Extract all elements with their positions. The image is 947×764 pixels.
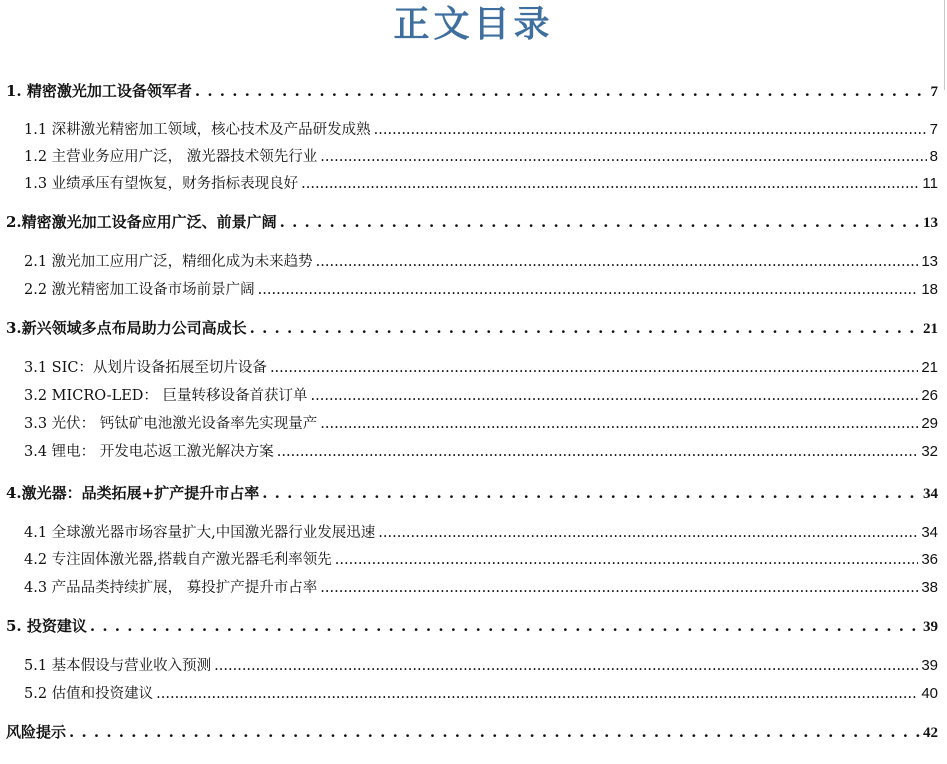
toc-entry-risk[interactable] <box>6 721 938 742</box>
toc-entry-page: 13 <box>921 253 938 270</box>
toc-entry-label: 1.1 深耕激光精密加工领域，核心技术及产品研发成熟 <box>24 122 371 138</box>
toc-entry-page: 42 <box>923 725 938 741</box>
dot-leader <box>250 319 920 337</box>
toc-entry-label: 4.激光器：品类拓展+扩产提升市占率 <box>6 484 260 502</box>
dot-leader <box>270 360 918 376</box>
toc-entry-page: 7 <box>930 84 938 100</box>
dot-leader <box>262 484 920 502</box>
toc-entry-1-1[interactable] <box>24 118 938 139</box>
toc-entry-page: 8 <box>929 148 938 165</box>
toc-entry-4-1[interactable] <box>24 521 938 542</box>
toc-entry-page: 34 <box>921 524 938 541</box>
dot-leader <box>374 122 927 138</box>
dot-leader <box>311 388 919 404</box>
toc-entry-page: 39 <box>923 619 938 635</box>
dot-leader <box>320 416 918 432</box>
toc-entry-2-1[interactable] <box>24 250 938 271</box>
toc-entry-label: 4.1 全球激光器市场容量扩大,中国激光器行业发展迅速 <box>24 525 376 541</box>
toc-entry-5-1[interactable] <box>24 654 938 675</box>
toc-entry-label: 5.1 基本假设与营业收入预测 <box>24 658 212 674</box>
toc-entry-3[interactable] <box>6 317 938 338</box>
toc-entry-label: 5. 投资建议 <box>6 617 87 635</box>
dot-leader <box>320 149 926 165</box>
toc-entry-page: 21 <box>923 321 938 337</box>
toc-entry-label: 3.1 SIC：从划片设备拓展至切片设备 <box>24 360 267 376</box>
toc-entry-5[interactable] <box>6 615 938 636</box>
dot-leader <box>335 552 919 568</box>
dot-leader <box>195 82 928 100</box>
toc-entry-label: 1.2 主营业务应用广泛， 激光器技术领先行业 <box>24 149 318 165</box>
toc-entry-3-4[interactable] <box>24 440 938 461</box>
toc-entry-page: 18 <box>921 281 938 298</box>
toc-entry-1-2[interactable] <box>24 145 938 166</box>
toc-entry-page: 21 <box>921 359 938 376</box>
toc-entry-label: 4.3 产品品类持续扩展， 募投扩产提升市占率 <box>24 580 318 596</box>
dot-leader <box>280 213 920 231</box>
toc-entry-3-2[interactable] <box>24 384 938 405</box>
toc-entry-label: 1. 精密激光加工设备领军者 <box>6 82 192 100</box>
dot-leader <box>156 686 918 702</box>
toc-entry-2-2[interactable] <box>24 278 938 299</box>
dot-leader <box>301 176 919 192</box>
toc-entry-page: 32 <box>921 443 938 460</box>
toc-entry-label: 3.新兴领域多点布局助力公司高成长 <box>6 319 247 337</box>
toc-entry-page: 11 <box>922 175 938 192</box>
toc-entry-3-3[interactable] <box>24 412 938 433</box>
dot-leader <box>320 580 918 596</box>
toc-entry-1-3[interactable] <box>24 172 938 193</box>
dot-leader <box>214 658 918 674</box>
toc-entry-page: 40 <box>921 685 938 702</box>
toc-entry-label: 3.2 MICRO-LED： 巨量转移设备首获订单 <box>24 388 308 404</box>
toc-entry-4-3[interactable] <box>24 576 938 597</box>
page-title: 正文目录 <box>393 3 554 45</box>
dot-leader <box>69 723 920 741</box>
toc-entry-page: 7 <box>929 121 938 138</box>
toc-entry-label: 5.2 估值和投资建议 <box>24 686 154 702</box>
toc-entry-page: 13 <box>923 215 938 231</box>
toc-entry-label: 风险提示 <box>6 723 67 741</box>
toc-entry-2[interactable] <box>6 211 938 232</box>
toc-entry-page: 36 <box>921 551 938 568</box>
toc-entry-page: 39 <box>921 657 938 674</box>
toc-entry-label: 2.1 激光加工应用广泛，精细化成为未来趋势 <box>24 254 313 270</box>
toc-entry-label: 1.3 业绩承压有望恢复，财务指标表现良好 <box>24 176 299 192</box>
toc-entry-4-2[interactable] <box>24 548 938 569</box>
toc-entry-page: 29 <box>921 415 938 432</box>
toc-entry-label: 2.精密激光加工设备应用广泛、前景广阔 <box>6 213 277 231</box>
toc-entry-3-1[interactable] <box>24 356 938 377</box>
dot-leader <box>258 282 919 298</box>
toc-entry-label: 4.2 专注固体激光器,搭载自产激光器毛利率领先 <box>24 552 332 568</box>
toc-entry-page: 26 <box>921 387 938 404</box>
toc-entry-page: 34 <box>923 486 938 502</box>
dot-leader <box>90 617 920 635</box>
toc-entry-page: 38 <box>921 579 938 596</box>
toc-entry-5-2[interactable] <box>24 682 938 703</box>
toc-entry-1[interactable] <box>6 80 938 101</box>
dot-leader <box>316 254 919 270</box>
dot-leader <box>378 525 918 541</box>
toc-entry-label: 2.2 激光精密加工设备市场前景广阔 <box>24 282 255 298</box>
toc-entry-label: 3.3 光伏： 钙钛矿电池激光设备率先实现量产 <box>24 416 318 432</box>
toc-entry-label: 3.4 锂电： 开发电芯返工激光解决方案 <box>24 444 274 460</box>
dot-leader <box>277 444 919 460</box>
toc-entry-4[interactable] <box>6 482 938 503</box>
